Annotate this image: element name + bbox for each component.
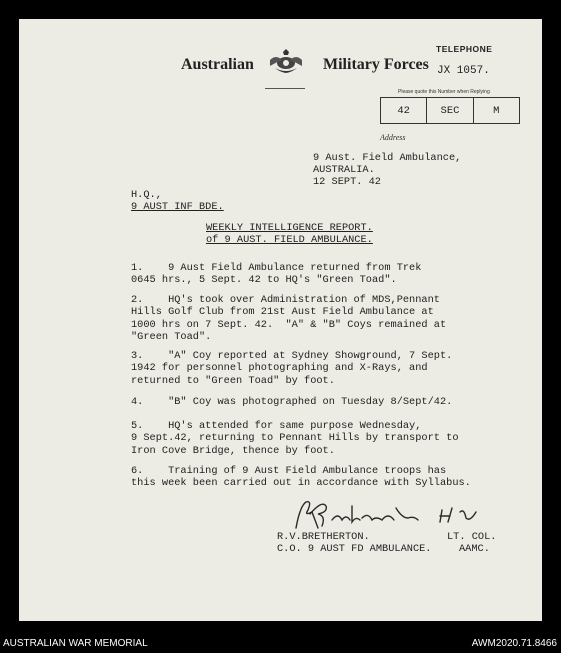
ref-cell-number: 42 <box>397 104 410 117</box>
report-subtitle: of 9 AUST. FIELD AMBULANCE. <box>206 234 373 246</box>
sender-date: 12 SEPT. 42 <box>313 176 381 188</box>
sender-address-line: AUSTRALIA. <box>313 164 375 176</box>
paragraph-line: 3. "A" Coy reported at Sydney Showground, 7 Sept. <box>131 350 453 362</box>
paragraph-line: Hills Golf Club from 21st Aust Field Ambulance at <box>131 306 434 319</box>
letterhead-right: Military Forces <box>323 56 429 73</box>
signatory-name: R.V.BRETHERTON. <box>277 531 370 543</box>
paragraph-line: 4. "B" Coy was photographed on Tuesday 8/Sept/42. <box>131 396 453 408</box>
signatory-position: C.O. 9 AUST FD AMBULANCE. <box>277 543 432 555</box>
paragraph-1 <box>131 262 511 287</box>
paragraph-line: 1. 9 Aust Field Ambulance returned from Trek <box>131 262 422 274</box>
crown-crest-icon <box>266 48 306 78</box>
address-label: Address <box>380 133 406 142</box>
recipient-line: H.Q., <box>131 189 162 201</box>
report-title: WEEKLY INTELLIGENCE REPORT. <box>206 222 373 234</box>
paragraph-5 <box>131 420 511 457</box>
paragraph-4 <box>131 396 511 408</box>
ref-cell-class: SEC <box>426 98 472 123</box>
telephone-number: JX 1057. <box>437 65 490 77</box>
footer-accession: AWM2020.71.8466 <box>471 638 557 649</box>
paragraph-line: this week been carried out in accordance with Syllabus. <box>131 477 471 490</box>
quote-note: Please quote this Number when Replying <box>398 89 490 95</box>
paragraph-line: "Green Toad". <box>131 330 212 343</box>
paragraph-line: 1000 hrs on 7 Sept. 42. "A" & "B" Coys remained at <box>131 318 447 331</box>
ref-cell-code: M <box>473 98 519 123</box>
paragraph-line: 0645 hrs., 5 Sept. 42 to HQ's "Green Toad". <box>131 274 397 287</box>
letterhead-rule <box>265 88 305 89</box>
sender-address-line: 9 Aust. Field Ambulance, <box>313 152 462 164</box>
paragraph-2 <box>131 294 511 343</box>
handwritten-signature <box>292 498 492 534</box>
paragraph-line: 6. Training of 9 Aust Field Ambulance troops has <box>131 465 447 477</box>
paragraph-line: returned to "Green Toad" by foot. <box>131 374 335 387</box>
paragraph-line: 5. HQ's attended for same purpose Wednesday, <box>131 420 422 432</box>
paragraph-line: Iron Cove Bridge, thence by foot. <box>131 444 335 457</box>
signatory-rank: LT. COL. <box>447 531 497 543</box>
paragraph-3 <box>131 350 511 387</box>
footer-source: AUSTRALIAN WAR MEMORIAL <box>3 638 148 649</box>
paragraph-6 <box>131 465 511 490</box>
paragraph-line: 1942 for personnel photographing and X-Rays, and <box>131 362 428 375</box>
letterhead-left: Australian <box>181 56 254 73</box>
paragraph-line: 9 Sept.42, returning to Pennant Hills by transport to <box>131 432 459 445</box>
telephone-label: TELEPHONE <box>436 44 493 54</box>
recipient-line: 9 AUST INF BDE. <box>131 201 224 213</box>
reference-box <box>380 97 520 124</box>
signatory-corps: AAMC. <box>459 543 490 555</box>
paragraph-line: 2. HQ's took over Administration of MDS,Pennant <box>131 294 440 306</box>
